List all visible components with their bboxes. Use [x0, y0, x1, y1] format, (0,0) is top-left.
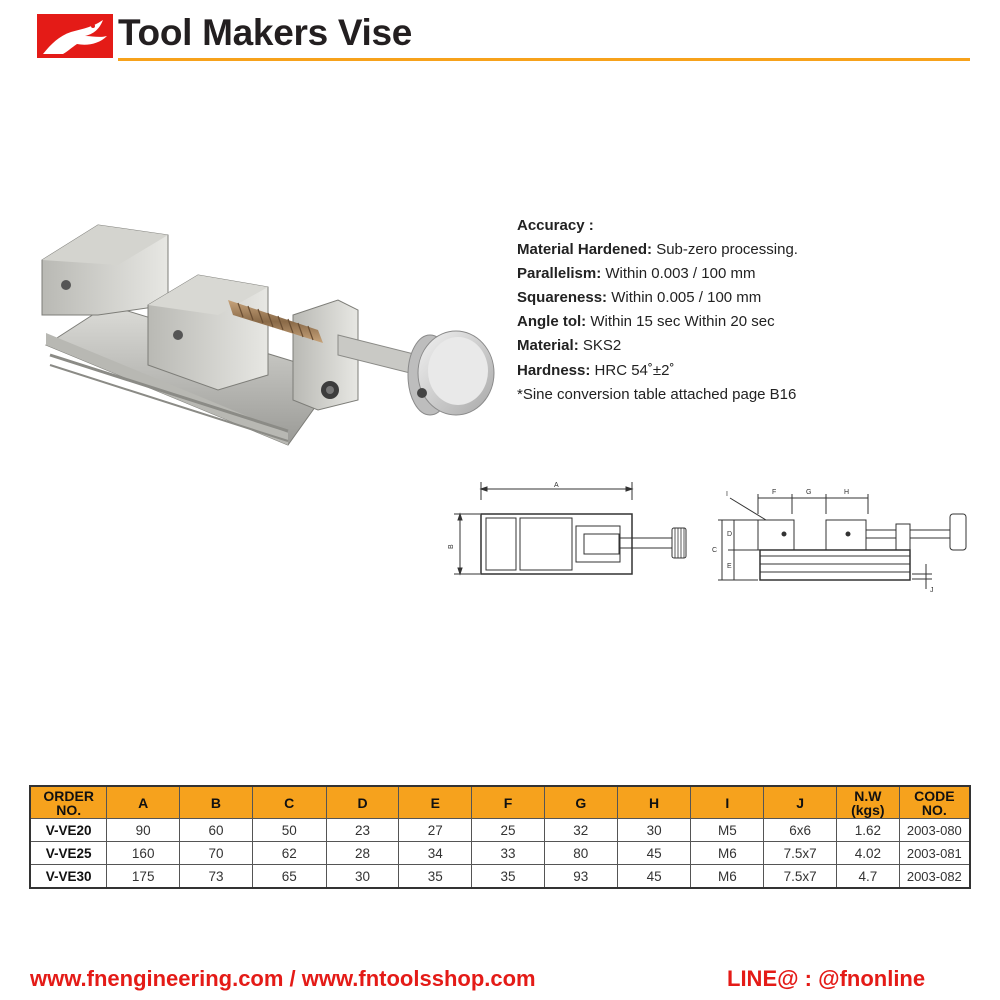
cell-d: 30: [326, 865, 399, 889]
spec-value: SKS2: [578, 337, 622, 355]
cell-e: 27: [399, 819, 472, 842]
spec-angle-tol: [517, 310, 798, 334]
cell-h: 45: [617, 842, 691, 865]
dim-label-g: G: [806, 489, 812, 496]
dim-label-b: B: [448, 544, 455, 549]
cell-f: 33: [472, 842, 545, 865]
dim-label-h: H: [844, 489, 850, 496]
footer-websites[interactable]: www.fnengineering.com / www.fntoolsshop.com: [30, 966, 536, 991]
spec-label: Hardness:: [517, 361, 591, 379]
spec-value: Within 15 sec Within 20 sec: [586, 313, 775, 331]
spec-parallelism: [517, 262, 798, 286]
spec-material-hardened: [517, 238, 798, 262]
spec-value: Sub-zero processing.: [652, 241, 798, 259]
dim-label-d: D: [727, 531, 733, 538]
cell-b: 73: [180, 865, 253, 889]
spec-note: [517, 383, 798, 407]
spec-hardness: [517, 359, 798, 383]
col-header-code-no: CODE NO.: [899, 786, 970, 819]
dim-label-c: C: [712, 547, 718, 554]
cell-i: M5: [691, 819, 764, 842]
cell-a: 175: [107, 865, 180, 889]
col-header-g: G: [544, 786, 617, 819]
spec-label: Material:: [517, 337, 579, 355]
spec-material: [517, 334, 798, 358]
page-title: Tool Makers Vise: [118, 12, 413, 53]
cell-a: 90: [107, 819, 180, 842]
cell-net-weight: 1.62: [837, 819, 900, 842]
col-header-d: D: [326, 786, 399, 819]
col-header-b: B: [180, 786, 253, 819]
cell-c: 65: [252, 865, 326, 889]
spec-accuracy: [517, 214, 798, 238]
col-header-a: A: [107, 786, 180, 819]
cell-code-no: 2003-082: [899, 865, 970, 889]
spec-label: Squareness:: [517, 289, 608, 307]
cell-b: 70: [180, 842, 253, 865]
cell-d: 23: [326, 819, 399, 842]
table-row: [30, 865, 970, 889]
dim-label-a: A: [554, 482, 559, 489]
cell-e: 34: [399, 842, 472, 865]
cell-c: 62: [252, 842, 326, 865]
col-header-c: C: [252, 786, 326, 819]
col-header-f: F: [472, 786, 545, 819]
cell-order-no: V-VE20: [30, 819, 107, 842]
spec-note-text: *Sine conversion table attached page B16: [517, 385, 797, 403]
cell-f: 25: [472, 819, 545, 842]
cell-order-no: V-VE30: [30, 865, 107, 889]
spec-label: Parallelism:: [517, 265, 602, 283]
side-view-diagram: [700, 484, 972, 594]
brand-logo: [37, 14, 113, 58]
footer-line-id[interactable]: LINE@ : @fnonline: [727, 966, 926, 991]
cell-net-weight: 4.7: [837, 865, 900, 889]
cell-b: 60: [180, 819, 253, 842]
vise-product-photo: [38, 205, 498, 455]
cell-g: 32: [544, 819, 617, 842]
cell-h: 45: [617, 865, 691, 889]
cell-d: 28: [326, 842, 399, 865]
spec-value: HRC 54˚±2˚: [590, 361, 675, 379]
col-header-e: E: [399, 786, 472, 819]
cell-e: 35: [399, 865, 472, 889]
col-header-h: H: [617, 786, 691, 819]
specifications-list: [517, 214, 798, 407]
cell-f: 35: [472, 865, 545, 889]
spec-label: Material Hardened:: [517, 241, 653, 259]
cell-a: 160: [107, 842, 180, 865]
cell-c: 50: [252, 819, 326, 842]
cell-code-no: 2003-080: [899, 819, 970, 842]
cell-net-weight: 4.02: [837, 842, 900, 865]
cell-h: 30: [617, 819, 691, 842]
cell-code-no: 2003-081: [899, 842, 970, 865]
cell-i: M6: [691, 865, 764, 889]
cell-j: 7.5x7: [764, 842, 837, 865]
dimension-table: [29, 785, 971, 889]
title-underline: [118, 58, 970, 61]
eagle-logo-icon: [37, 14, 113, 58]
table-header-row: [30, 786, 970, 819]
col-header-order-no: ORDER NO.: [30, 786, 107, 819]
col-header-i: I: [691, 786, 764, 819]
table-row: [30, 842, 970, 865]
cell-order-no: V-VE25: [30, 842, 107, 865]
cell-g: 80: [544, 842, 617, 865]
spec-value: Within 0.003 / 100 mm: [601, 265, 756, 283]
col-header-j: J: [764, 786, 837, 819]
spec-label: Accuracy :: [517, 217, 594, 234]
table-row: [30, 819, 970, 842]
dim-label-j: J: [930, 587, 934, 594]
spec-squareness: [517, 286, 798, 310]
cell-i: M6: [691, 842, 764, 865]
spec-label: Angle tol:: [517, 313, 587, 331]
dim-label-i: I: [726, 491, 728, 498]
cell-j: 6x6: [764, 819, 837, 842]
dim-label-e: E: [727, 563, 732, 570]
top-view-diagram: [444, 478, 694, 588]
cell-j: 7.5x7: [764, 865, 837, 889]
col-header-net-weight: N.W (kgs): [837, 786, 900, 819]
cell-g: 93: [544, 865, 617, 889]
dim-label-f: F: [772, 489, 777, 496]
spec-value: Within 0.005 / 100 mm: [607, 289, 762, 307]
